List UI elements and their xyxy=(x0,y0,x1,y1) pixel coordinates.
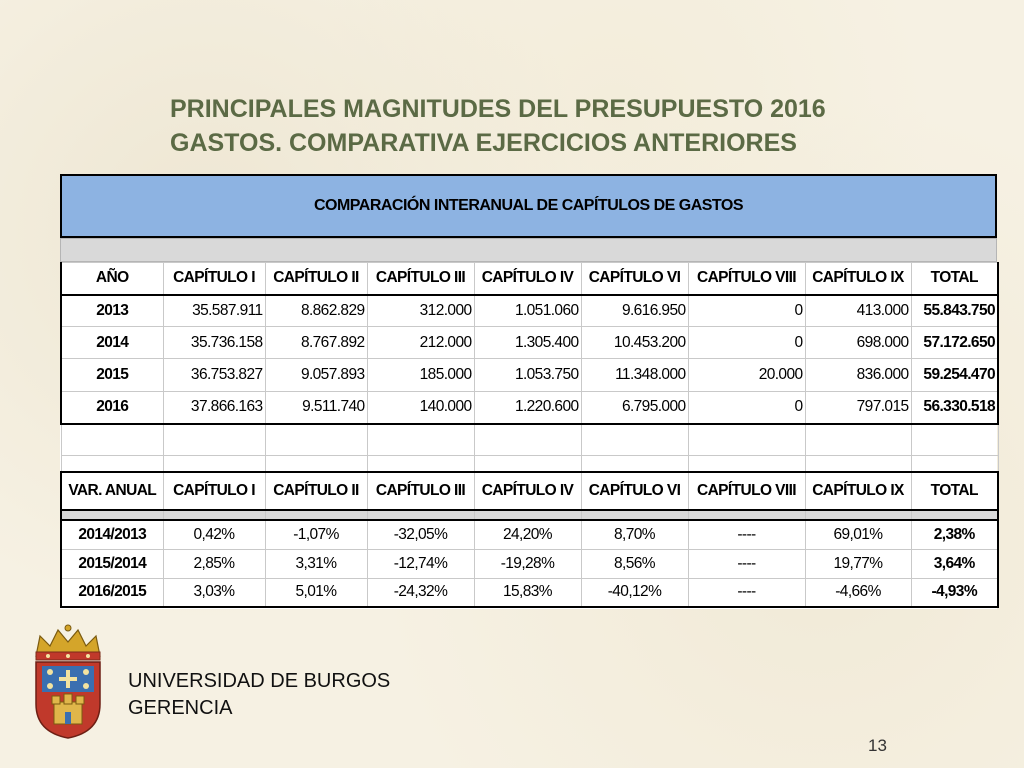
title-line-1: PRINCIPALES MAGNITUDES DEL PRESUPUESTO 2016 xyxy=(170,95,826,123)
org-line-1: UNIVERSIDAD DE BURGOS xyxy=(128,670,391,692)
header-cell: CAPÍTULO I xyxy=(163,472,265,510)
table-title-band xyxy=(60,174,997,238)
period-cell: 2015/2014 xyxy=(61,549,163,578)
value-cell: 35.587.911 xyxy=(163,295,265,327)
org-line-2: GERENCIA xyxy=(128,697,233,719)
value-cell: 1.220.600 xyxy=(474,392,581,424)
value-cell: 312.000 xyxy=(367,295,474,327)
value-cell: 9.616.950 xyxy=(581,295,688,327)
table-row xyxy=(61,520,998,549)
value-cell: 698.000 xyxy=(805,327,911,359)
value-cell: 69,01% xyxy=(805,520,911,549)
header-cell: CAPÍTULO VIII xyxy=(688,472,805,510)
header-cell: TOTAL xyxy=(911,472,998,510)
value-cell: -24,32% xyxy=(367,578,474,607)
value-cell: -32,05% xyxy=(367,520,474,549)
value-cell: 8.862.829 xyxy=(265,295,367,327)
header-cell: CAPÍTULO III xyxy=(367,472,474,510)
value-cell: 3,31% xyxy=(265,549,367,578)
value-cell: 36.753.827 xyxy=(163,359,265,392)
value-cell: 1.051.060 xyxy=(474,295,581,327)
total-cell: -4,93% xyxy=(911,578,998,607)
header-cell: CAPÍTULO IV xyxy=(474,263,581,295)
year-cell: 2015 xyxy=(61,359,163,392)
value-cell: -19,28% xyxy=(474,549,581,578)
value-cell: 212.000 xyxy=(367,327,474,359)
value-cell: -40,12% xyxy=(581,578,688,607)
total-cell: 59.254.470 xyxy=(911,359,998,392)
value-cell: 0 xyxy=(688,295,805,327)
year-cell: 2016 xyxy=(61,392,163,424)
table-row xyxy=(61,359,998,392)
value-cell: 836.000 xyxy=(805,359,911,392)
period-cell: 2016/2015 xyxy=(61,578,163,607)
value-cell: -12,74% xyxy=(367,549,474,578)
header-cell: CAPÍTULO IX xyxy=(805,472,911,510)
value-cell: 2,85% xyxy=(163,549,265,578)
yearly-totals-table xyxy=(60,262,999,472)
header-cell: TOTAL xyxy=(911,263,998,295)
comparison-table-area xyxy=(60,174,997,609)
header-cell: CAPÍTULO IV xyxy=(474,472,581,510)
table2-header-row xyxy=(61,472,998,510)
header-cell: CAPÍTULO IX xyxy=(805,263,911,295)
header-cell: CAPÍTULO II xyxy=(265,472,367,510)
header-cell: VAR. ANUAL xyxy=(61,472,163,510)
year-cell: 2013 xyxy=(61,295,163,327)
value-cell: 3,03% xyxy=(163,578,265,607)
page-number: 13 xyxy=(868,736,887,755)
table-row xyxy=(61,549,998,578)
value-cell: 10.453.200 xyxy=(581,327,688,359)
period-cell: 2014/2013 xyxy=(61,520,163,549)
header-cell: CAPÍTULO VIII xyxy=(688,263,805,295)
value-cell: 8.767.892 xyxy=(265,327,367,359)
empty-row xyxy=(61,424,998,456)
value-cell: 1.305.400 xyxy=(474,327,581,359)
table-row xyxy=(61,392,998,424)
value-cell: 8,56% xyxy=(581,549,688,578)
title-line-2: GASTOS. COMPARATIVA EJERCICIOS ANTERIORES xyxy=(170,129,797,157)
header-cell: CAPÍTULO I xyxy=(163,263,265,295)
total-cell: 2,38% xyxy=(911,520,998,549)
value-cell: -4,66% xyxy=(805,578,911,607)
value-cell: 6.795.000 xyxy=(581,392,688,424)
table-row xyxy=(61,295,998,327)
empty-row xyxy=(61,456,998,472)
value-cell: 140.000 xyxy=(367,392,474,424)
total-cell: 55.843.750 xyxy=(911,295,998,327)
value-cell: 0,42% xyxy=(163,520,265,549)
value-cell: 11.348.000 xyxy=(581,359,688,392)
header-cell: CAPÍTULO III xyxy=(367,263,474,295)
table-row xyxy=(61,578,998,607)
value-cell: 20.000 xyxy=(688,359,805,392)
university-crest-icon xyxy=(28,622,108,742)
value-cell: 19,77% xyxy=(805,549,911,578)
value-cell: 5,01% xyxy=(265,578,367,607)
header-cell: CAPÍTULO II xyxy=(265,263,367,295)
year-cell: 2014 xyxy=(61,327,163,359)
value-cell: ---- xyxy=(688,520,805,549)
header-cell: AÑO xyxy=(61,263,163,295)
value-cell: 9.511.740 xyxy=(265,392,367,424)
total-cell: 56.330.518 xyxy=(911,392,998,424)
value-cell: 1.053.750 xyxy=(474,359,581,392)
spacer-row xyxy=(60,238,997,262)
slide-title xyxy=(170,92,826,160)
organization-name xyxy=(128,668,390,722)
value-cell: 413.000 xyxy=(805,295,911,327)
total-cell: 3,64% xyxy=(911,549,998,578)
table1-header-row xyxy=(61,263,998,295)
value-cell: 797.015 xyxy=(805,392,911,424)
value-cell: 0 xyxy=(688,392,805,424)
value-cell: 9.057.893 xyxy=(265,359,367,392)
total-cell: 57.172.650 xyxy=(911,327,998,359)
table-row xyxy=(61,327,998,359)
table-title: COMPARACIÓN INTERANUAL DE CAPÍTULOS DE GASTOS xyxy=(313,197,744,214)
value-cell: 185.000 xyxy=(367,359,474,392)
annual-variation-table xyxy=(60,471,999,608)
value-cell: 37.866.163 xyxy=(163,392,265,424)
grey-spacer-row xyxy=(61,510,998,520)
header-cell: CAPÍTULO VI xyxy=(581,263,688,295)
value-cell: 0 xyxy=(688,327,805,359)
value-cell: -1,07% xyxy=(265,520,367,549)
header-cell: CAPÍTULO VI xyxy=(581,472,688,510)
value-cell: 35.736.158 xyxy=(163,327,265,359)
value-cell: ---- xyxy=(688,549,805,578)
value-cell: 24,20% xyxy=(474,520,581,549)
value-cell: ---- xyxy=(688,578,805,607)
value-cell: 15,83% xyxy=(474,578,581,607)
value-cell: 8,70% xyxy=(581,520,688,549)
